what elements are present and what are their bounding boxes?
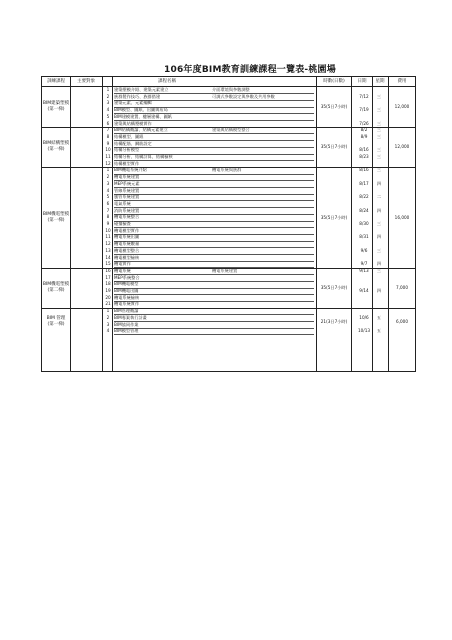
course-name: BIM模型管理 xyxy=(114,328,139,334)
course-name: 結構配筋、鋼筋設定 xyxy=(114,140,152,146)
row-number: 16 xyxy=(105,267,111,273)
course-name: 機電系統數量 xyxy=(114,241,140,247)
course-date: 8/24 xyxy=(359,207,369,213)
course-name: BIM機電系統介紹 xyxy=(114,167,147,173)
course-name: BIM協同作業 xyxy=(114,321,139,327)
course-name: 消防系統建置 xyxy=(114,207,140,213)
course-note: 建築與結構模型整合 xyxy=(212,127,250,133)
course-date: 10/6 xyxy=(359,314,369,320)
column-divider xyxy=(70,77,71,371)
row-number: 11 xyxy=(105,234,111,240)
row-number: 6 xyxy=(106,200,110,206)
course-name: 機電系統 xyxy=(114,267,131,273)
course-date: 9/7 xyxy=(360,261,368,267)
course-name: 結構模型、圖紙 xyxy=(114,133,144,139)
row-number: 12 xyxy=(105,160,111,166)
row-number: 2 xyxy=(106,174,110,180)
course-name: BIM機電出圖 xyxy=(114,288,139,293)
course-name: 結構模型實作 xyxy=(114,160,140,166)
course-weekday: 三 xyxy=(376,267,382,273)
course-weekday: 三 xyxy=(376,133,382,139)
course-weekday: 四 xyxy=(376,261,382,267)
course-date: 8/17 xyxy=(359,180,369,186)
course-name: 建築元素、元素編輯 xyxy=(114,100,152,106)
group-hours: 35(5日7小時) xyxy=(320,214,348,220)
course-name: 機電模型檢核 xyxy=(114,254,140,260)
group-fee: 12,000 xyxy=(394,104,410,110)
course-weekday: 四 xyxy=(376,234,382,240)
course-weekday: 四 xyxy=(376,288,382,293)
course-name: MEP系統元素 xyxy=(114,180,140,186)
course-date: 8/23 xyxy=(359,154,369,159)
course-name: 族群製作技巧、族群搭建 xyxy=(114,93,161,99)
group-hours: 21(3日7小時) xyxy=(320,318,348,324)
row-number: 19 xyxy=(105,288,111,293)
header-date: 日期 xyxy=(357,79,367,84)
header-level: 訓練課程 xyxy=(47,79,65,84)
course-date: 9/14 xyxy=(359,288,369,293)
course-name: 機電系統出圖 xyxy=(114,234,140,240)
row-number: 13 xyxy=(105,247,111,253)
column-divider xyxy=(388,77,389,371)
course-name: BIM結構概論、結構元素建立 xyxy=(114,127,168,133)
course-name: 建築塑模介紹、建築元素建立 xyxy=(114,87,169,92)
group-level-label: BIM機電塑模 (第二梯) xyxy=(42,282,70,293)
row-number: 4 xyxy=(106,328,110,334)
course-weekday: 三 xyxy=(376,147,382,153)
row-number: 17 xyxy=(105,274,111,280)
course-name: BIM管理概論 xyxy=(114,308,139,314)
course-note: 機電系統建置 xyxy=(212,267,238,273)
row-number: 12 xyxy=(105,241,111,247)
group-level-label: BIM建築塑模 (第一梯) xyxy=(42,101,70,113)
course-weekday: 三 xyxy=(376,221,382,226)
group-level-label: BIM機電塑模 (第一梯) xyxy=(42,211,70,223)
course-name: 機電模型實作 xyxy=(114,227,140,233)
row-number: 2 xyxy=(106,93,110,99)
header-hours: 時數(日數) xyxy=(323,79,345,84)
course-name: BIM建模建置、樓層建構、圖紙 xyxy=(114,113,172,119)
course-weekday: 三 xyxy=(376,107,382,113)
course-name: 機電系統實作 xyxy=(114,301,140,307)
course-note: 可調式參數設定與參數及共用參數 xyxy=(212,93,275,99)
header-target: 主要對象 xyxy=(77,79,95,84)
course-name: 機電模型整合 xyxy=(114,247,140,253)
row-number: 14 xyxy=(105,254,111,260)
row-number: 1 xyxy=(106,87,110,92)
course-weekday: 三 xyxy=(376,127,382,133)
course-date: 7/19 xyxy=(359,107,369,113)
course-date: 8/16 xyxy=(359,147,369,153)
document-title: 106年度BIM教育訓練課程一覽表-桃園場 xyxy=(164,65,336,75)
group-hours: 35(5日7小時) xyxy=(320,144,348,150)
course-name: BIM模型、圖紙、出圖與布局 xyxy=(114,107,168,113)
row-number: 10 xyxy=(105,227,111,233)
course-date: 7/26 xyxy=(359,120,369,126)
group-fee: 16,000 xyxy=(394,214,410,220)
row-number: 4 xyxy=(106,107,110,113)
row-number: 3 xyxy=(106,321,110,327)
course-name: 機電系統檢核 xyxy=(114,294,140,300)
course-date: 8/2 xyxy=(360,127,368,133)
row-number: 2 xyxy=(106,314,110,320)
row-number: 21 xyxy=(105,301,111,307)
course-name: 結構分析模型 xyxy=(114,147,140,153)
course-weekday: 五 xyxy=(376,328,382,334)
course-note: 介面環境與參數調整 xyxy=(212,87,250,92)
row-number: 5 xyxy=(106,113,110,119)
row-number: 5 xyxy=(106,194,110,200)
row-number: 18 xyxy=(105,281,111,287)
row-number: 8 xyxy=(106,133,110,139)
group-fee: 12,000 xyxy=(394,144,410,150)
header-course: 課程名稱 xyxy=(158,79,176,84)
course-name: 管線系統建置 xyxy=(114,187,140,193)
course-schedule-table xyxy=(41,76,416,372)
row-number: 9 xyxy=(106,140,110,146)
course-weekday: 五 xyxy=(376,314,382,320)
header-week: 星期 xyxy=(375,79,385,84)
course-name: 機電系統整合 xyxy=(114,214,140,220)
row-number: 7 xyxy=(106,127,110,133)
course-name: 機電實作 xyxy=(114,261,131,267)
row-underline xyxy=(114,334,314,335)
course-name: 結構分析、結構計算、結構檢核 xyxy=(114,154,173,159)
course-name: 碰撞檢查 xyxy=(114,221,131,226)
row-number: 1 xyxy=(106,308,110,314)
course-name: 電氣系統 xyxy=(114,200,131,206)
column-divider xyxy=(102,77,103,371)
group-hours: 35(5日7小時) xyxy=(320,104,348,110)
course-note: 機電系統與族群 xyxy=(212,167,242,173)
row-number: 1 xyxy=(106,167,110,173)
course-date: 8/22 xyxy=(359,194,369,200)
row-number: 4 xyxy=(106,187,110,193)
group-hours: 35(5日7小時) xyxy=(320,285,348,290)
group-fee: 6,000 xyxy=(396,318,408,324)
course-date: 10/13 xyxy=(357,328,371,334)
row-number: 11 xyxy=(105,154,111,159)
course-date: 9/13 xyxy=(359,267,369,273)
course-weekday: 三 xyxy=(376,154,382,159)
row-number: 20 xyxy=(105,294,111,300)
course-weekday: 三 xyxy=(376,120,382,126)
course-weekday: 二 xyxy=(376,194,382,200)
course-weekday: 四 xyxy=(376,180,382,186)
header-fee: 費用 xyxy=(397,79,407,84)
group-level-label: BIM結構塑模 (第一梯) xyxy=(42,141,70,153)
row-number: 3 xyxy=(106,180,110,186)
course-date: 8/31 xyxy=(359,234,369,240)
course-date: 8/30 xyxy=(359,221,369,226)
course-name: 機電系統建置 xyxy=(114,174,140,180)
course-name: BIM機電模型 xyxy=(114,281,139,287)
course-weekday: 三 xyxy=(376,247,382,253)
course-name: 建築與結構塑模實作 xyxy=(114,120,152,126)
row-number: 8 xyxy=(106,214,110,220)
course-date: 7/12 xyxy=(359,93,369,99)
course-weekday: 四 xyxy=(376,207,382,213)
course-name: MEP系統整合 xyxy=(114,274,140,280)
group-fee: 7,000 xyxy=(396,285,408,290)
course-date: 8/16 xyxy=(359,167,369,173)
row-number: 15 xyxy=(105,261,111,267)
course-weekday: 三 xyxy=(376,167,382,173)
course-name: 風管系統建置 xyxy=(114,194,140,200)
table-header-row xyxy=(42,77,415,87)
course-date: 9/6 xyxy=(360,247,368,253)
group-level-label: BIM 管理 (第一梯) xyxy=(46,315,66,327)
row-number: 9 xyxy=(106,221,110,226)
row-number: 7 xyxy=(106,207,110,213)
row-number: 3 xyxy=(106,100,110,106)
row-number: 10 xyxy=(105,147,111,153)
row-number: 6 xyxy=(106,120,110,126)
course-date: 8/9 xyxy=(360,133,368,139)
course-name: BIM專案執行計畫 xyxy=(114,314,147,320)
course-weekday: 三 xyxy=(376,93,382,99)
